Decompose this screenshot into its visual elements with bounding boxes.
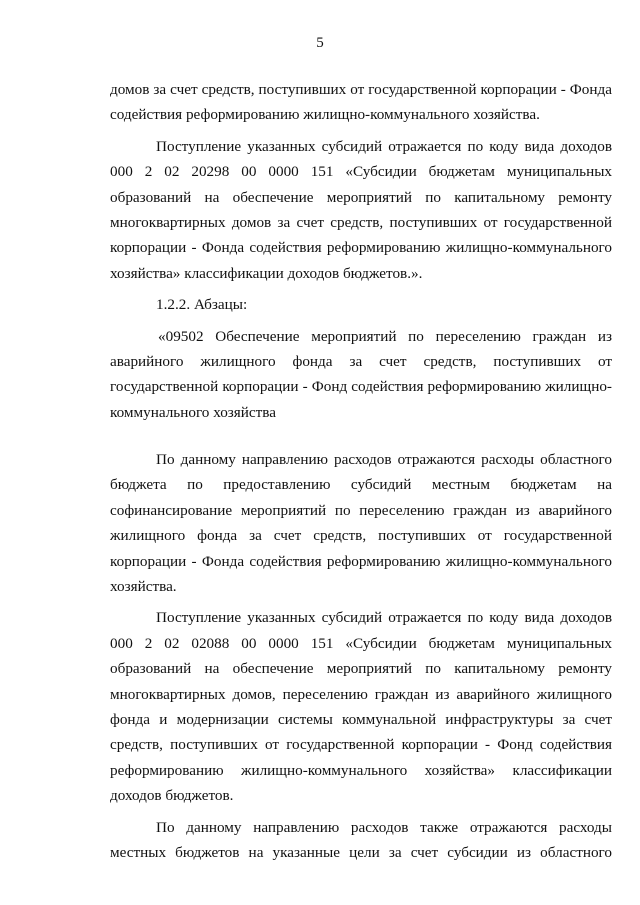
text-line: 1.2.2. Абзацы: [156, 296, 248, 314]
paragraph [110, 815, 612, 866]
text-line: аварийного жилищного фонда за счет средств, поступивших от [110, 352, 612, 370]
paragraph [110, 447, 612, 599]
text-line: Поступление указанных субсидий отражается по коду вида доходов [156, 609, 612, 627]
text-line: реформированию жилищно-коммунального хозяйства» классификации [110, 761, 612, 779]
text-line: По данному направлению расходов отражаются расходы областного [156, 451, 612, 469]
paragraph [110, 324, 612, 426]
subsection-heading [110, 292, 612, 317]
text-line: «09502 Обеспечение мероприятий по переселению граждан из [158, 327, 612, 345]
text-line: фонда и модернизации системы коммунальной инфраструктуры за счет [110, 710, 612, 728]
text-line: домов за счет средств, поступивших от государственной корпорации - Фонда [110, 81, 612, 98]
text-line: жилищного фонда за счет средств, поступивших от государственной [110, 527, 612, 545]
text-line: многоквартирных домов за счет средств, поступивших от государственной [110, 213, 612, 231]
document-body [110, 77, 612, 865]
text-line: хозяйства» классификации доходов бюджетов.». [110, 264, 423, 282]
text-line: Поступление указанных субсидий отражается по коду вида доходов [156, 137, 612, 155]
text-line: местных бюджетов на указанные цели за счет субсидии из областного [110, 843, 612, 861]
text-line: 000 2 02 20298 00 0000 151 «Субсидии бюджетам муниципальных [110, 163, 612, 181]
text-line: коммунального хозяйства [110, 403, 277, 421]
paragraph [110, 77, 612, 128]
text-line: образований на обеспечение мероприятий по капитальному ремонту [110, 660, 612, 678]
text-line: доходов бюджетов. [110, 787, 234, 805]
paragraph [110, 134, 612, 286]
text-line: государственной корпорации - Фонд содействия реформированию жилищно- [110, 378, 612, 396]
text-line: корпорации - Фонда содействия реформированию жилищно-коммунального [110, 239, 612, 257]
text-line: хозяйства. [110, 578, 177, 596]
paragraph [110, 605, 612, 808]
text-line: содействия реформированию жилищно-коммунального хозяйства. [110, 106, 540, 124]
text-line: бюджета по предоставлению субсидий местным бюджетам на [110, 476, 612, 494]
text-line: образований на обеспечение мероприятий по капитальному ремонту [110, 188, 612, 206]
text-line: многоквартирных домов, переселению граждан из аварийного жилищного [110, 685, 612, 703]
page-number: 5 [316, 35, 324, 51]
text-line: софинансирование мероприятий по переселению граждан из аварийного [110, 501, 612, 519]
text-line: корпорации - Фонда содействия реформированию жилищно-коммунального [110, 552, 612, 570]
text-line: По данному направлению расходов также отражаются расходы [156, 818, 612, 836]
text-line: 000 2 02 02088 00 0000 151 «Субсидии бюджетам муниципальных [110, 634, 612, 652]
text-line: средств, поступивших от государственной корпорации - Фонд содействия [110, 736, 612, 754]
